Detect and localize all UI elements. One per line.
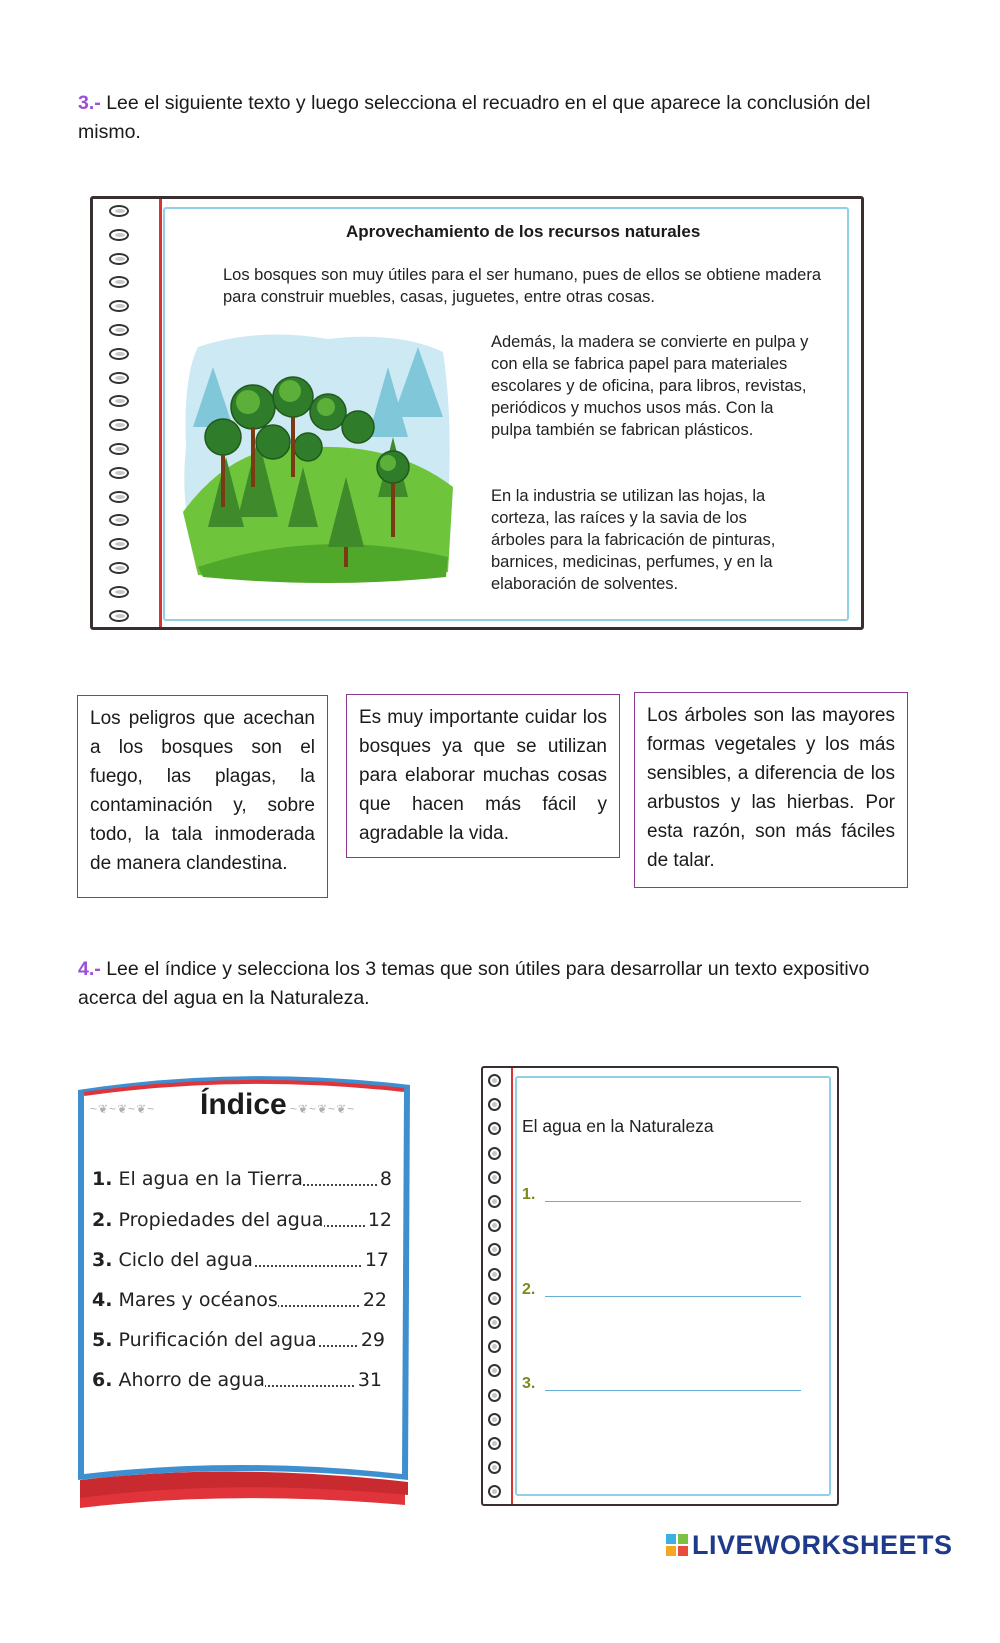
spiral-ring bbox=[109, 372, 129, 384]
forest-illustration bbox=[178, 327, 463, 589]
liveworksheets-logo[interactable]: LIVEWORKSHEETS bbox=[692, 1530, 953, 1560]
index-title: Índice bbox=[200, 1088, 287, 1121]
reading-notebook bbox=[90, 196, 864, 630]
spiral-ring bbox=[109, 538, 129, 550]
spiral-ring bbox=[488, 1171, 501, 1184]
notebook-margin-line bbox=[159, 199, 162, 627]
question-4-prompt: Lee el índice y selecciona los 3 temas que son útiles para desarrollar un texto expositivo acerca del agua en la Naturaleza. bbox=[78, 958, 870, 1009]
answer-inner-frame bbox=[515, 1076, 831, 1496]
spiral-ring bbox=[488, 1147, 501, 1160]
spiral-ring bbox=[488, 1074, 501, 1087]
question-4-number: 4.- bbox=[78, 958, 101, 980]
question-4 bbox=[78, 955, 918, 1013]
spiral-ring bbox=[488, 1268, 501, 1281]
spiral-ring bbox=[488, 1122, 501, 1135]
spiral-ring bbox=[109, 443, 129, 455]
spiral-ring bbox=[488, 1098, 501, 1111]
spiral-ring bbox=[109, 324, 129, 336]
answer-sheet-title: El agua en la Naturaleza bbox=[522, 1116, 714, 1136]
index-item-6[interactable]: 6. Ahorro de agua 31 bbox=[92, 1369, 382, 1391]
blank-2-number: 2. bbox=[522, 1281, 536, 1298]
spiral-ring bbox=[488, 1340, 501, 1353]
question-3-prompt: Lee el siguiente texto y luego selecciona el recuadro en el que aparece la conclusión del mismo. bbox=[78, 92, 871, 143]
liveworksheets-logo-icon bbox=[666, 1534, 688, 1556]
spiral-ring bbox=[109, 586, 129, 598]
spiral-ring bbox=[488, 1413, 501, 1426]
index-item-4[interactable]: 4. Mares y océanos 22 bbox=[92, 1289, 387, 1311]
blank-3-number: 3. bbox=[522, 1375, 536, 1392]
option-box-3[interactable]: Los árboles son las mayores formas vegetales y los más sensibles, a diferencia de los arbustos y las hierbas. Por esta razón, son más fáciles de talar. bbox=[634, 692, 908, 888]
spiral-ring bbox=[109, 395, 129, 407]
spiral-ring bbox=[109, 229, 129, 241]
spiral-ring bbox=[488, 1195, 501, 1208]
index-item-1[interactable]: 1. El agua en la Tierra 8 bbox=[92, 1168, 392, 1190]
reading-paragraph-1: Los bosques son muy útiles para el ser humano, pues de ellos se obtiene madera para construir muebles, casas, juguetes, entre otras cosas. bbox=[223, 266, 822, 306]
blank-2-line[interactable] bbox=[545, 1296, 801, 1297]
spiral-ring bbox=[488, 1364, 501, 1377]
blank-1-line[interactable] bbox=[545, 1201, 801, 1202]
spiral-ring bbox=[109, 276, 129, 288]
blank-1-number: 1. bbox=[522, 1186, 536, 1203]
spiral-ring bbox=[488, 1219, 501, 1232]
spiral-ring bbox=[109, 205, 129, 217]
spiral-ring bbox=[109, 467, 129, 479]
index-item-3[interactable]: 3. Ciclo del agua 17 bbox=[92, 1249, 389, 1271]
question-3-number: 3.- bbox=[78, 92, 101, 114]
index-item-5[interactable]: 5. Purificación del agua 29 bbox=[92, 1329, 385, 1351]
spiral-ring bbox=[488, 1292, 501, 1305]
ornament-left: ~❦~❦~❦~ bbox=[90, 1102, 156, 1116]
answer-margin-line bbox=[511, 1068, 513, 1504]
spiral-ring bbox=[109, 419, 129, 431]
reading-paragraph-3: En la industria se utilizan las hojas, la corteza, las raíces y la savia de los árboles para la fabricación de pinturas, barnices, medicinas, perfumes, y en la elaboración de solventes. bbox=[491, 487, 776, 593]
spiral-ring bbox=[488, 1243, 501, 1256]
option-box-1[interactable]: Los peligros que acechan a los bosques son el fuego, las plagas, la contaminación y, sobre todo, la tala inmoderada de manera clandestina. bbox=[77, 695, 328, 898]
question-3 bbox=[78, 89, 918, 147]
spiral-ring bbox=[488, 1485, 501, 1498]
spiral-ring bbox=[109, 300, 129, 312]
spiral-ring bbox=[488, 1389, 501, 1402]
spiral-ring bbox=[109, 562, 129, 574]
spiral-ring bbox=[109, 514, 129, 526]
spiral-ring bbox=[488, 1316, 501, 1329]
blank-3-line[interactable] bbox=[545, 1390, 801, 1391]
spiral-ring bbox=[109, 491, 129, 503]
spiral-ring bbox=[109, 348, 129, 360]
option-box-2[interactable]: Es muy importante cuidar los bosques ya que se utilizan para elaborar muchas cosas que hacen más fácil y agradable la vida. bbox=[346, 694, 620, 858]
spiral-ring bbox=[109, 253, 129, 265]
ornament-right: ~❦~❦~❦~ bbox=[290, 1102, 356, 1116]
spiral-ring bbox=[488, 1437, 501, 1450]
reading-paragraph-2: Además, la madera se convierte en pulpa y con ella se fabrica papel para materiales escolares y de oficina, para libros, revistas, periódicos y muchos usos más. Con la pulpa también se fabrican plásticos. bbox=[491, 333, 809, 439]
reading-title: Aprovechamiento de los recursos naturales bbox=[346, 222, 701, 241]
spiral-ring bbox=[109, 610, 129, 622]
spiral-ring bbox=[488, 1461, 501, 1474]
index-item-2[interactable]: 2. Propiedades del agua 12 bbox=[92, 1209, 392, 1231]
